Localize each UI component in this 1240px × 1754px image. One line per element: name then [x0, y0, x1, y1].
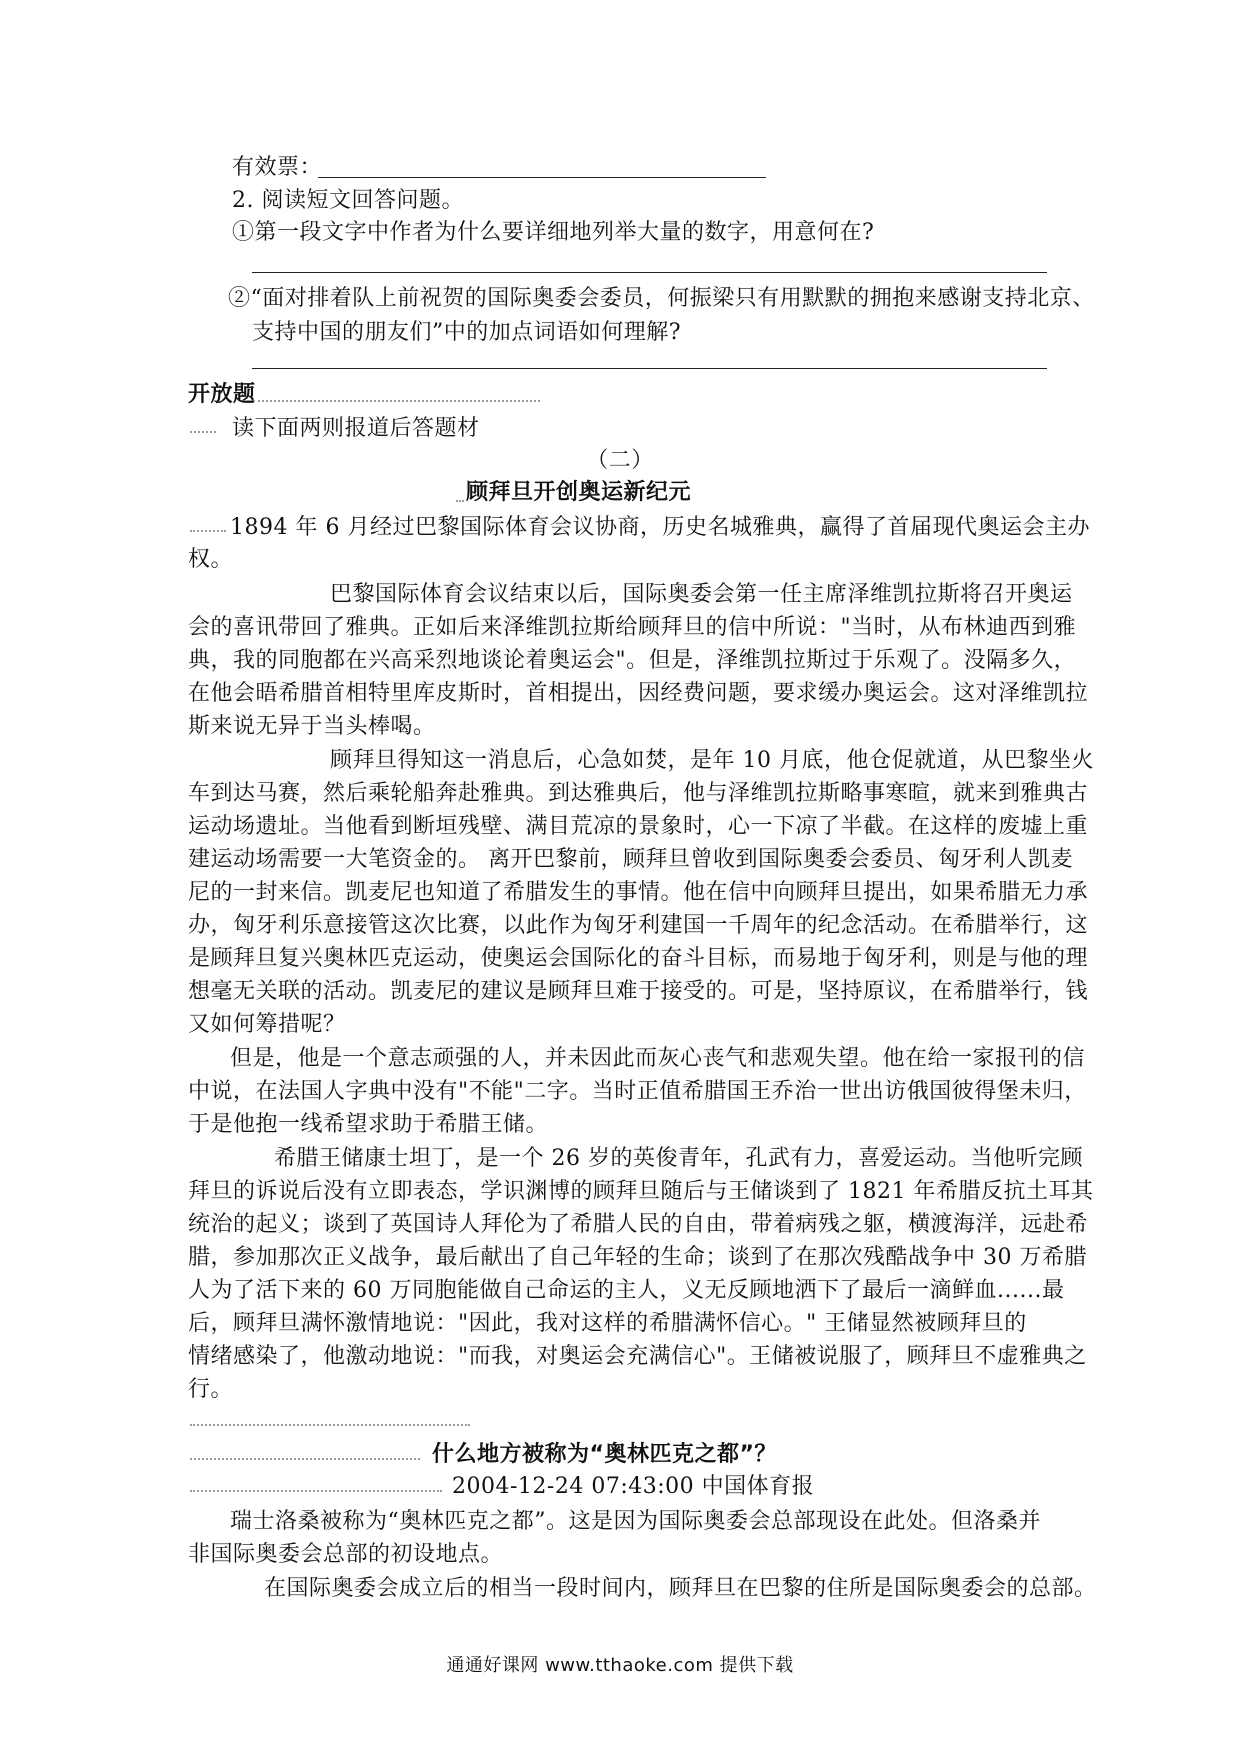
article-1-line: 会的喜讯带回了雅典。正如后来泽维凯拉斯给顾拜旦的信中所说："当时，从布林迪西到雅	[188, 615, 1077, 640]
article-1-line: 后，顾拜旦满怀激情地说："因此，我对这样的希腊满怀信心。" 王储显然被顾拜旦的	[188, 1311, 1027, 1336]
dotted-leader	[258, 400, 540, 402]
answer-line-3	[252, 368, 1047, 369]
article-1-line: 行。	[188, 1377, 234, 1402]
article-1-line: 1894 年 6 月经过巴黎国际体育会议协商，历史名城雅典，赢得了首届现代奥运会主办	[230, 515, 1090, 540]
section-number: （二）	[586, 448, 654, 473]
article-1-line: 腊，参加那次正义战争，最后献出了自己年轻的生命；谈到了在那次残酷战争中 30 万希腊	[188, 1245, 1087, 1270]
article-1-line: 中说，在法国人字典中没有"不能"二字。当时正值希腊国王乔治一世出访俄国彼得堡未归，	[188, 1079, 1087, 1104]
question-2-heading: 2. 阅读短文回答问题。	[232, 188, 464, 213]
article-1-line: 是顾拜旦复兴奥林匹克运动，使奥运会国际化的奋斗目标，而易地于匈牙利，则是与他的理	[188, 946, 1089, 971]
article-1-line: 顾拜旦得知这一消息后，心急如焚，是年 10 月底，他仓促就道，从巴黎坐火	[330, 748, 1094, 773]
dotted-leader	[190, 1490, 442, 1492]
article-1-line: 斯来说无异于当头棒喝。	[188, 714, 436, 739]
answer-line-1	[318, 177, 766, 178]
dotted-leader	[190, 1458, 420, 1460]
article-2-line: 在国际奥委会成立后的相当一段时间内，顾拜旦在巴黎的住所是国际奥委会的总部。	[264, 1576, 1097, 1601]
question-2-sub2-line1: ②“面对排着队上前祝贺的国际奥委会委员，何振梁只有用默默的拥抱来感谢支持北京、	[228, 286, 1095, 311]
article-1-line: 运动场遗址。当他看到断垣残壁、满目荒凉的景象时，心一下凉了半截。在这样的废墟上重	[188, 814, 1089, 839]
valid-votes-label: 有效票：	[232, 155, 323, 180]
article-1-line: 希腊王储康士坦丁，是一个 26 岁的英俊青年，孔武有力，喜爱运动。当他听完顾	[274, 1146, 1083, 1171]
article-1-line: 权。	[188, 547, 234, 572]
article-2-line: 瑞士洛桑被称为“奥林匹克之都”。这是因为国际奥委会总部现设在此处。但洛桑并	[230, 1509, 1041, 1534]
page-footer: 通通好课网 www.tthaoke.com 提供下载	[446, 1655, 794, 1676]
article-1-line: 办，匈牙利乐意接管这次比赛，以此作为匈牙利建国一千周年的纪念活动。在希腊举行，这	[188, 913, 1089, 938]
article-1-line: 典，我的同胞都在兴高采烈地谈论着奥运会"。但是，泽维凯拉斯过于乐观了。没隔多久，	[188, 648, 1077, 673]
article-1-line: 在他会晤希腊首相特里库皮斯时，首相提出，因经费问题，要求缓办奥运会。这对泽维凯拉	[188, 681, 1089, 706]
article-2-title: 什么地方被称为“奥林匹克之都”？	[432, 1442, 777, 1467]
article-1-line: 想毫无关联的活动。凯麦尼的建议是顾拜旦难于接受的。可是，坚持原议，在希腊举行，钱	[188, 979, 1089, 1004]
article-2-dateline: 2004-12-24 07:43:00 中国体育报	[452, 1474, 815, 1499]
question-2-sub1: ①第一段文字中作者为什么要详细地列举大量的数字，用意何在?	[232, 220, 875, 245]
open-question-title: 开放题	[188, 382, 256, 407]
question-2-sub2-line2: 支持中国的朋友们”中的加点词语如何理解?	[252, 320, 682, 345]
article-1-line: 人为了活下来的 60 万同胞能做自己命运的主人，义无反顾地洒下了最后一滴鲜血......最	[188, 1278, 1065, 1303]
dotted-leader	[190, 530, 226, 532]
article-1-line: 又如何筹措呢？	[188, 1012, 346, 1037]
article-1-line: 情绪感染了，他激动地说："而我，对奥运会充满信心"。王储被说服了，顾拜旦不虚雅典之	[188, 1344, 1087, 1369]
article-1-line: 建运动场需要一大笔资金的。 离开巴黎前，顾拜旦曾收到国际奥委会委员、匈牙利人凯麦	[188, 847, 1073, 872]
article-1-line: 尼的一封来信。凯麦尼也知道了希腊发生的事情。他在信中向顾拜旦提出，如果希腊无力承	[188, 880, 1089, 905]
article-1-line: 于是他抱一线希望求助于希腊王储。	[188, 1112, 549, 1137]
article-2-line: 非国际奥委会总部的初设地点。	[188, 1542, 504, 1567]
article-1-line: 但是，他是一个意志顽强的人，并未因此而灰心丧气和悲观失望。他在给一家报刊的信	[230, 1046, 1086, 1071]
article-1-line: 统治的起义；谈到了英国诗人拜伦为了希腊人民的自由，带着病残之躯，横渡海洋，远赴希	[188, 1212, 1089, 1237]
dotted-leader	[190, 1424, 470, 1426]
answer-line-2	[252, 272, 1047, 273]
article-1-line: 巴黎国际体育会议结束以后，国际奥委会第一任主席泽维凯拉斯将召开奥运	[330, 582, 1073, 607]
dotted-leader	[190, 431, 216, 433]
article-1-line: 车到达马赛，然后乘轮船奔赴雅典。到达雅典后，他与泽维凯拉斯略事寒暄，就来到雅典古	[188, 781, 1089, 806]
dotted-leader	[456, 500, 464, 502]
article-1-line: 拜旦的诉说后没有立即表态，学识渊博的顾拜旦随后与王储谈到了 1821 年希腊反抗土耳其	[188, 1179, 1094, 1204]
article-1-title: 顾拜旦开创奥运新纪元	[466, 480, 692, 505]
open-question-instruction: 读下面两则报道后答题材	[232, 416, 480, 441]
